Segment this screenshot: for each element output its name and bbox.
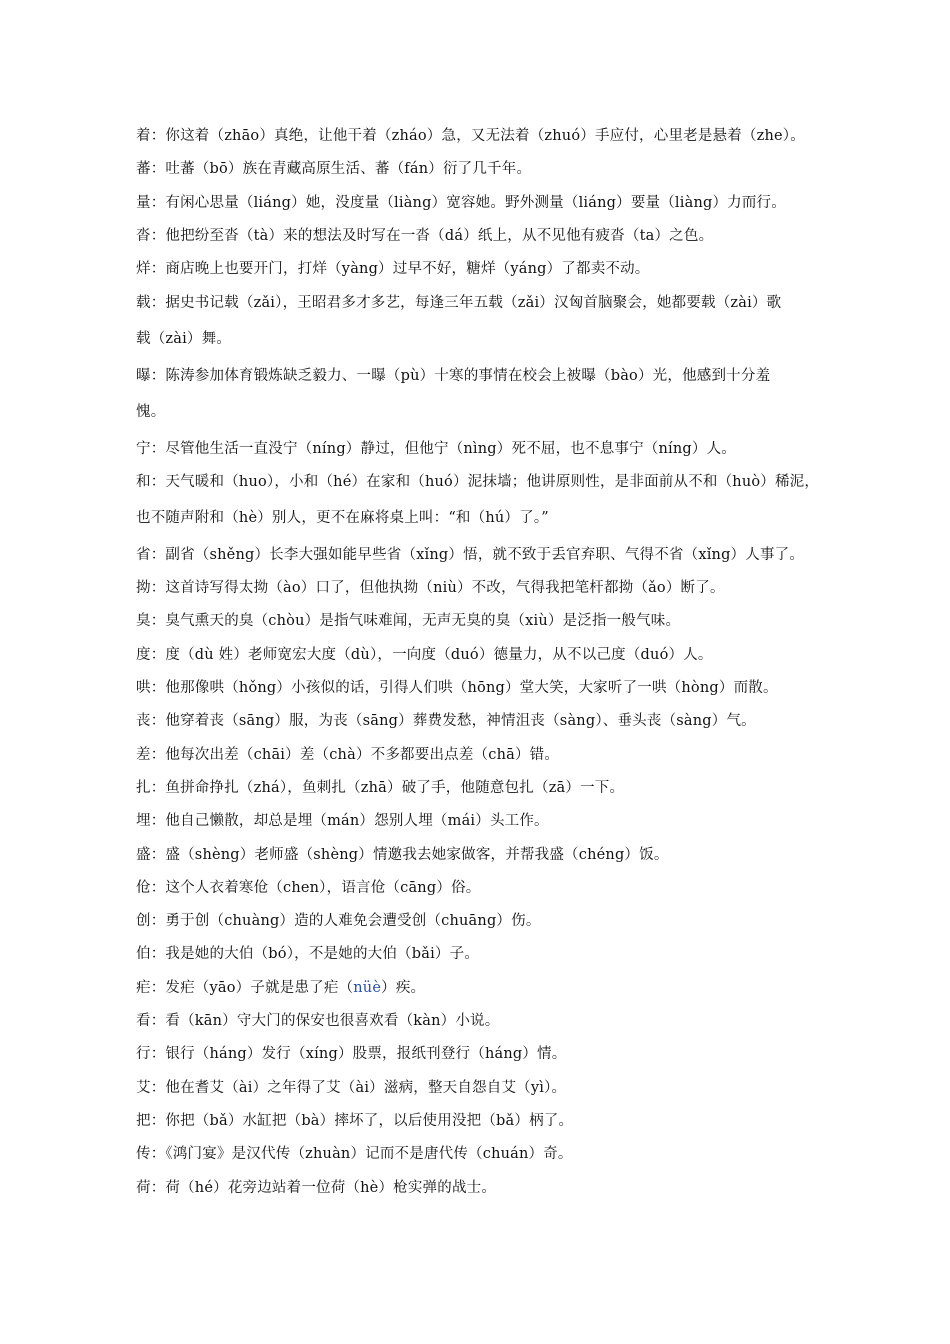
entry-line: 省：副省（shěng）长李大强如能早些省（xǐng）悟，就不致于丢官弃职、气得不省（xǐng）人事了。 <box>136 546 805 563</box>
entry-text: ）疾。 <box>381 979 426 996</box>
entry-line: 曝：陈涛参加体育锻炼缺乏毅力、一曝（pù）十寒的事情在校会上被曝（bào）光，他感到十分羞 <box>136 367 771 384</box>
entry-line: 也不随声附和（hè）别人，更不在麻将桌上叫：“和（hú）了。” <box>136 510 549 527</box>
entry-line: 行：银行（háng）发行（xíng）股票，报纸刊登行（háng）情。 <box>136 1046 567 1063</box>
entry-line: 把：你把（bǎ）水缸把（bà）摔坏了，以后使用没把（bǎ）柄了。 <box>136 1112 574 1129</box>
entry-line: 艾：他在耆艾（ài）之年得了艾（ài）滋病，整天自怨自艾（yì）。 <box>136 1079 567 1096</box>
entry-line: 传：《鸿门宴》是汉代传（zhuàn）记而不是唐代传（chuán）奇。 <box>136 1146 573 1163</box>
entry-line: 愧。 <box>136 404 166 420</box>
entry-line: 蕃：吐蕃（bō）族在青藏高原生活、蕃（fán）衍了几千年。 <box>136 161 532 178</box>
entry-line: 荷：荷（hé）花旁边站着一位荷（hè）枪实弹的战士。 <box>136 1179 497 1196</box>
entry-line: 烊：商店晚上也要开门，打烊（yàng）过早不好，糖烊（yáng）了都卖不动。 <box>136 261 650 278</box>
entry-line: 载（zài）舞。 <box>136 331 232 347</box>
entry-line: 差：他每次出差（chāi）差（chà）不多都要出点差（chā）错。 <box>136 746 560 763</box>
entry-line: 沓：他把纷至沓（tà）来的想法及时写在一沓（dá）纸上，从不见他有疲沓（ta）之色。 <box>136 227 714 244</box>
entry-line: 拗：这首诗写得太拗（ào）口了，但他执拗（niù）不改，气得我把笔杆都拗（ǎo）断了。 <box>136 580 725 597</box>
entry-line: 看：看（kān）守大门的保安也很喜欢看（kàn）小说。 <box>136 1013 500 1029</box>
entry-line: 盛：盛（shèng）老师盛（shèng）情邀我去她家做客，并帮我盛（chéng）饭。 <box>136 846 669 863</box>
entry-line: 宁：尽管他生活一直没宁（níng）静过，但他宁（nìng）死不屈，也不息事宁（níng）人。 <box>136 440 736 457</box>
entry-line: 着：你这着（zhāo）真绝，让他干着（zháo）急，又无法着（zhuó）手应付，心里老是悬着（zhe）。 <box>136 128 805 144</box>
entry-line: 度：度（dù 姓）老师宽宏大度（dù），一向度（duó）德量力，从不以己度（duó）人。 <box>136 646 713 663</box>
entry-line: 埋：他自己懒散，却总是埋（mán）怨别人埋（mái）头工作。 <box>136 813 549 830</box>
entry-line <box>136 976 820 997</box>
entry-text: 疟：发疟（yāo）子就是患了疟（ <box>136 979 354 996</box>
entry-line: 和：天气暖和（huo），小和（hé）在家和（huó）泥抹墙；他讲原则性，是非面前从不和（huò）稀泥， <box>136 473 820 490</box>
highlighted-pinyin: nüè <box>353 979 382 996</box>
entry-line: 臭：臭气熏天的臭（chòu）是指气味难闻，无声无臭的臭（xiù）是泛指一般气味。 <box>136 613 681 630</box>
entry-line: 丧：他穿着丧（sāng）服，为丧（sāng）葬费发愁，神情沮丧（sàng）、垂头丧（sàng）气。 <box>136 713 756 730</box>
entry-line: 哄：他那像哄（hǒng）小孩似的话，引得人们哄（hōng）堂大笑，大家听了一哄（hòng）而散。 <box>136 680 778 696</box>
entry-line: 量：有闲心思量（liáng）她，没度量（liàng）宽容她。野外测量（liáng）要量（liàng）力而行。 <box>136 194 786 211</box>
entry-line: 扎：鱼拼命挣扎（zhá），鱼刺扎（zhā）破了手，他随意包扎（zā）一下。 <box>136 779 625 796</box>
entry-line: 伧：这个人衣着寒伧（chen），语言伧（cāng）俗。 <box>136 879 481 896</box>
entry-line: 载：据史书记载（zǎi），王昭君多才多艺，每逢三年五载（zǎi）汉匈首脑聚会，她都要载（zài）歌 <box>136 294 782 311</box>
entry-line: 创：勇于创（chuàng）造的人难免会遭受创（chuāng）伤。 <box>136 913 541 930</box>
entry-line: 伯：我是她的大伯（bó），不是她的大伯（bǎi）子。 <box>136 946 480 963</box>
